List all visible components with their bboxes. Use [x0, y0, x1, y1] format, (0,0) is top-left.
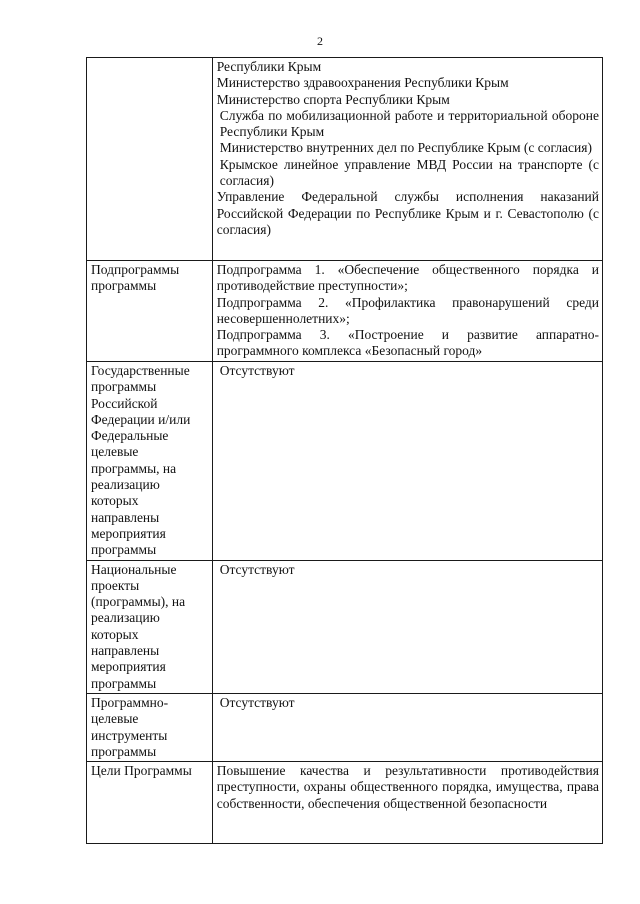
- value-line: Управление Федеральной службы исполнения наказаний Российской Федерации по Республике Крым и г. Севастополю (с согласия): [216, 189, 599, 237]
- row-label: Цели Программы: [91, 763, 192, 779]
- page-number: 2: [317, 34, 323, 48]
- row-label-cell: [87, 362, 213, 561]
- row-label: Национальные проекты (программы), на реализацию которых направлены мероприятия программы: [91, 561, 186, 691]
- value-line: Республики Крым: [216, 59, 322, 74]
- row-value-cell: [212, 261, 602, 362]
- row-label: Государственные программы Российской Федерации и/или Федеральные целевые программы, на реализацию которых направлены мероприятия программы: [91, 363, 191, 558]
- program-passport-table: [86, 57, 603, 844]
- row-value-cell: [212, 58, 602, 261]
- value-line: Министерство внутренних дел по Республике Крым (с согласия): [219, 140, 592, 156]
- row-label-cell: [87, 762, 213, 844]
- value-line: Отсутствуют: [219, 561, 295, 577]
- row-value-cell: [212, 693, 602, 761]
- value-line: Повышение качества и результативности противодействия преступности, охраны общественного порядка, имущества, права собственности, обеспечения общественной безопасности: [216, 763, 599, 811]
- table-row-program-instruments: [87, 693, 603, 761]
- table-row-national-projects: [87, 560, 603, 693]
- row-value-cell: [212, 362, 602, 561]
- row-label-cell: [87, 261, 213, 362]
- value-line: Служба по мобилизационной работе и территориальной обороне Республики Крым: [219, 107, 599, 140]
- table-row-state-programs: [87, 362, 603, 561]
- value-line: Подпрограмма 2. «Профилактика правонарушений среди несовершеннолетних»;: [216, 294, 599, 326]
- value-line: Министерство здравоохранения Республики Крым: [216, 75, 509, 91]
- row-value-cell: [212, 762, 602, 844]
- row-label: Подпрограммы программы: [91, 262, 180, 294]
- row-label: Программно-целевые инструменты программы: [91, 694, 169, 759]
- value-line: Отсутствуют: [219, 363, 295, 378]
- row-value-cell: [212, 560, 602, 693]
- table-row-subprograms: [87, 261, 603, 362]
- value-line: Подпрограмма 1. «Обеспечение общественного порядка и противодействие преступности»;: [216, 262, 599, 294]
- row-label-cell: [87, 693, 213, 761]
- table-row-co-executors: [87, 58, 603, 261]
- table-row-program-goals: [87, 762, 603, 844]
- row-label-cell: [87, 560, 213, 693]
- row-label-cell: [87, 58, 213, 261]
- value-line: Министерство спорта Республики Крым: [216, 91, 450, 107]
- value-line: Отсутствуют: [219, 694, 295, 710]
- value-line: Крымское линейное управление МВД России на транспорте (с согласия): [219, 156, 599, 189]
- value-line: Подпрограмма 3. «Построение и развитие аппаратно-программного комплекса «Безопасный город»: [216, 327, 599, 359]
